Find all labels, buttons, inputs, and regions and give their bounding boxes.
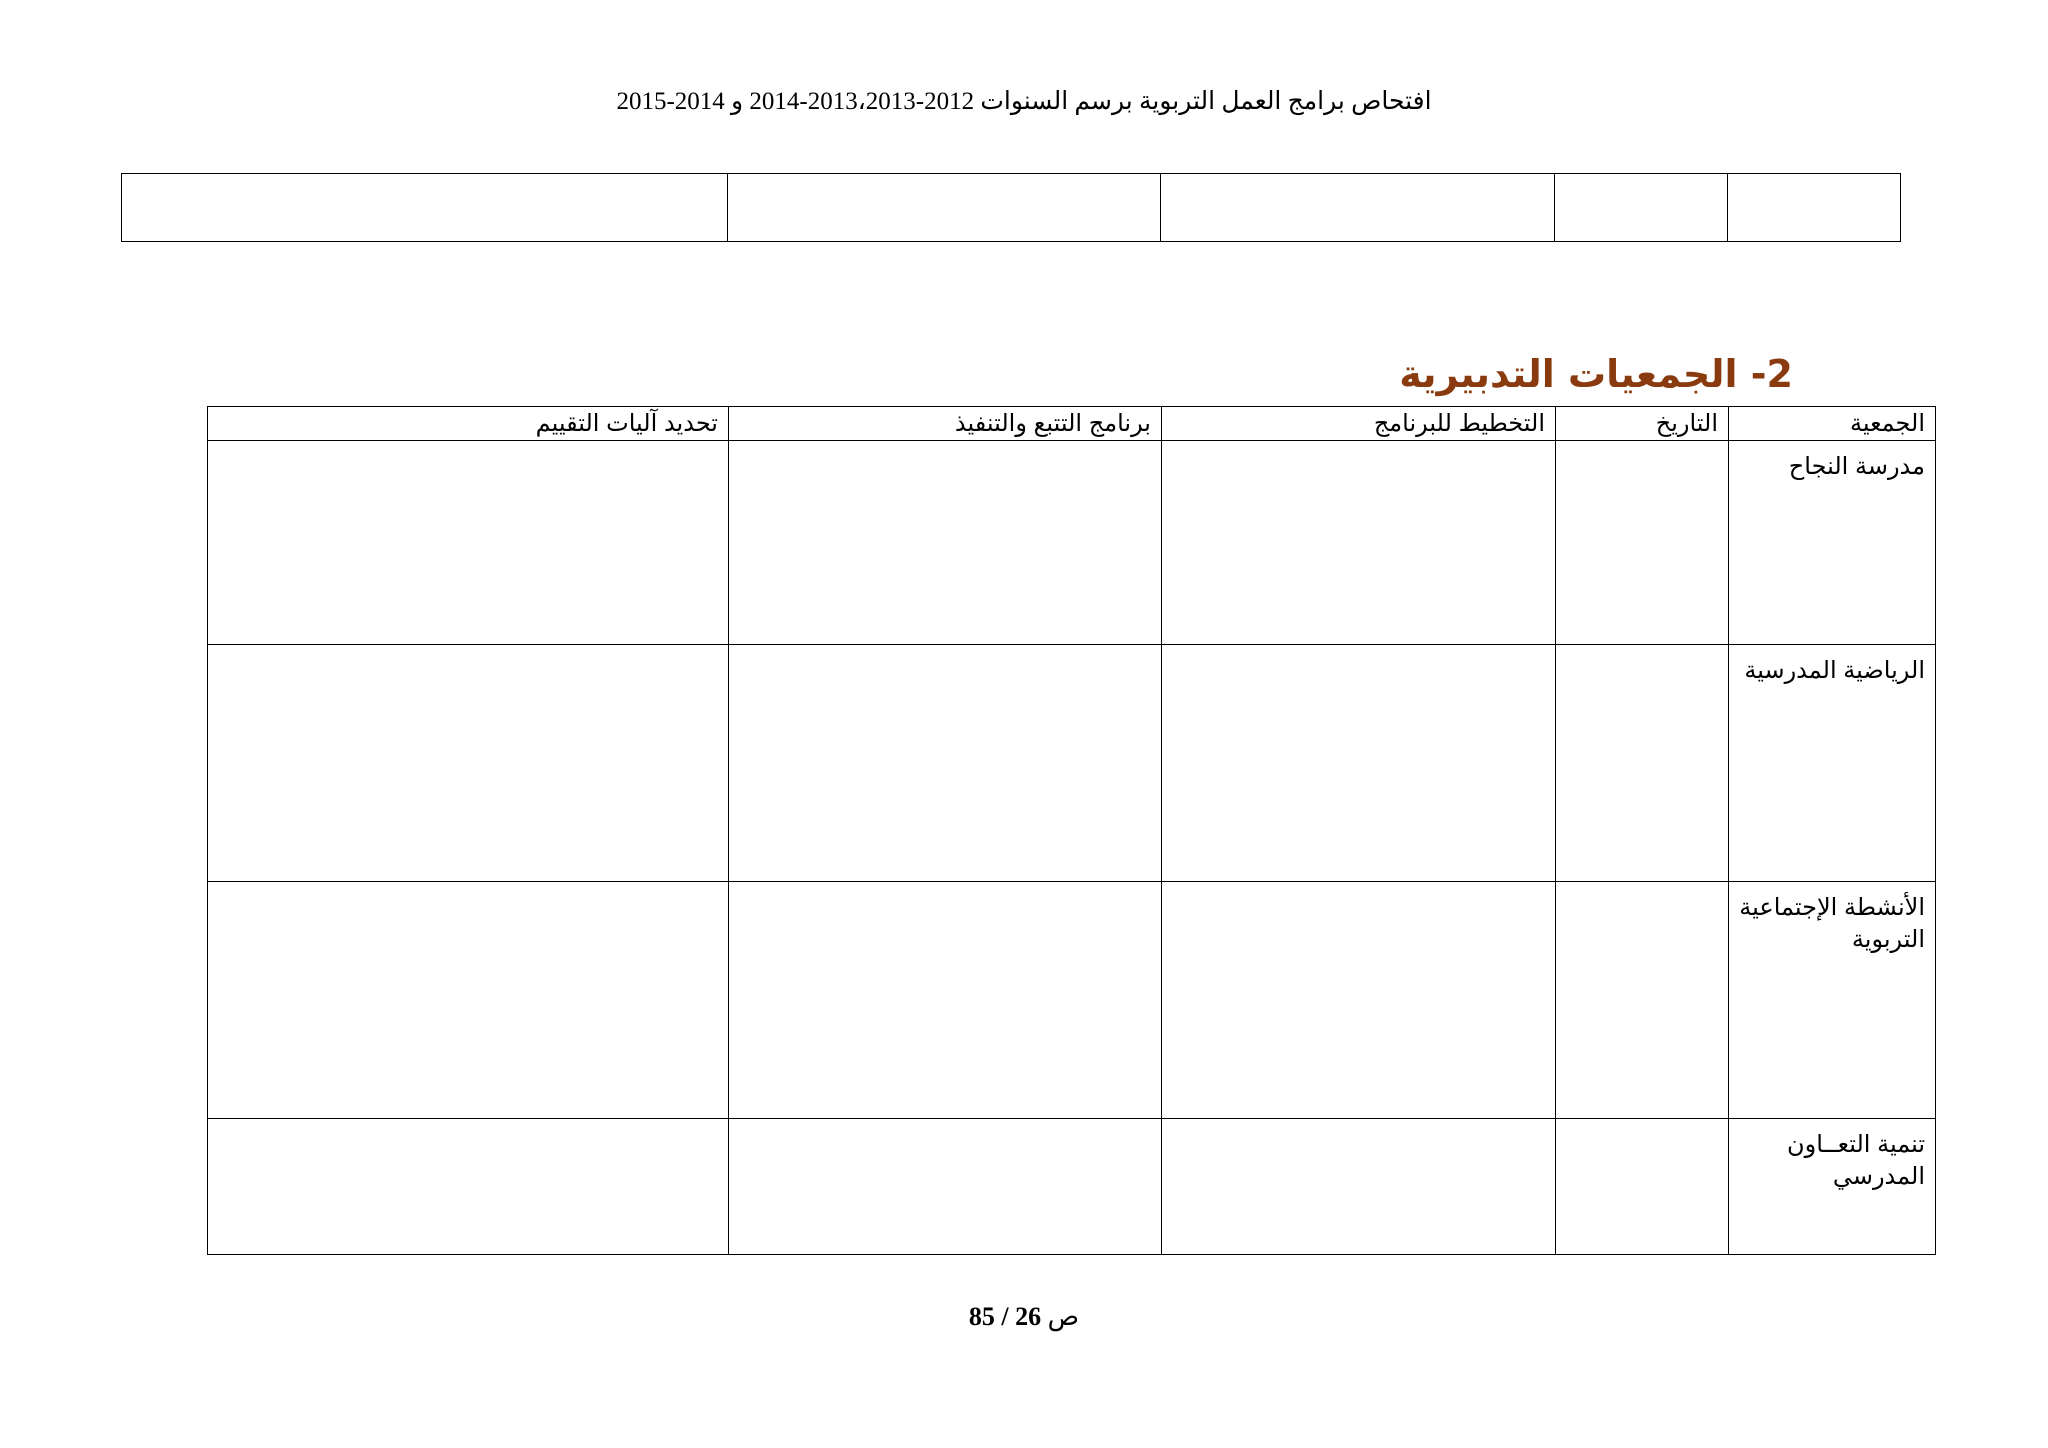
page-total: 85 bbox=[968, 1302, 995, 1331]
table-cell bbox=[1162, 1119, 1556, 1255]
page-separator: / bbox=[1001, 1302, 1009, 1331]
table-cell bbox=[208, 441, 729, 645]
page-current: 26 bbox=[1015, 1302, 1042, 1331]
table-cell bbox=[729, 441, 1162, 645]
association-name: مدرسة النجاح bbox=[1729, 441, 1936, 645]
section-title: 2- الجمعيات التدبيرية bbox=[1399, 352, 1793, 396]
table-cell bbox=[729, 645, 1162, 882]
table-cell bbox=[1162, 882, 1556, 1119]
table-row bbox=[208, 1119, 1936, 1255]
association-name: الأنشطة الإجتماعية التربوية bbox=[1729, 882, 1936, 1119]
table-cell bbox=[1556, 882, 1729, 1119]
page-header: افتحاص برامج العمل التربوية برسم السنوات 2012-2013،2013-2014 و 2014-2015 bbox=[616, 88, 1432, 115]
page-suffix: ص bbox=[1047, 1302, 1080, 1331]
table-cell bbox=[122, 174, 728, 242]
column-header: التاريخ bbox=[1556, 407, 1729, 441]
table-cell bbox=[1162, 441, 1556, 645]
table-cell bbox=[1161, 174, 1555, 242]
continued-table bbox=[121, 173, 1901, 242]
table-cell bbox=[1556, 1119, 1729, 1255]
associations-table bbox=[207, 406, 1936, 1255]
column-header: الجمعية bbox=[1729, 407, 1936, 441]
column-header: برنامج التتبع والتنفيذ bbox=[729, 407, 1162, 441]
table-cell bbox=[1728, 174, 1901, 242]
association-name: الرياضية المدرسية bbox=[1729, 645, 1936, 882]
table-cell bbox=[208, 1119, 729, 1255]
table-cell bbox=[208, 645, 729, 882]
page-number bbox=[0, 1302, 2048, 1332]
table-row bbox=[208, 441, 1936, 645]
table-cell bbox=[1556, 645, 1729, 882]
table-row bbox=[208, 882, 1936, 1119]
table-cell bbox=[729, 1119, 1162, 1255]
table-cell bbox=[1555, 174, 1728, 242]
table-cell bbox=[1162, 645, 1556, 882]
table-row bbox=[122, 174, 1901, 242]
table-cell bbox=[729, 882, 1162, 1119]
table-cell bbox=[728, 174, 1161, 242]
association-name: تنمية التعــاون المدرسي bbox=[1729, 1119, 1936, 1255]
table-header-row bbox=[208, 407, 1936, 441]
table-row bbox=[208, 645, 1936, 882]
column-header: التخطيط للبرنامج bbox=[1162, 407, 1556, 441]
table-cell bbox=[1556, 441, 1729, 645]
table-cell bbox=[208, 882, 729, 1119]
column-header: تحديد آليات التقييم bbox=[208, 407, 729, 441]
